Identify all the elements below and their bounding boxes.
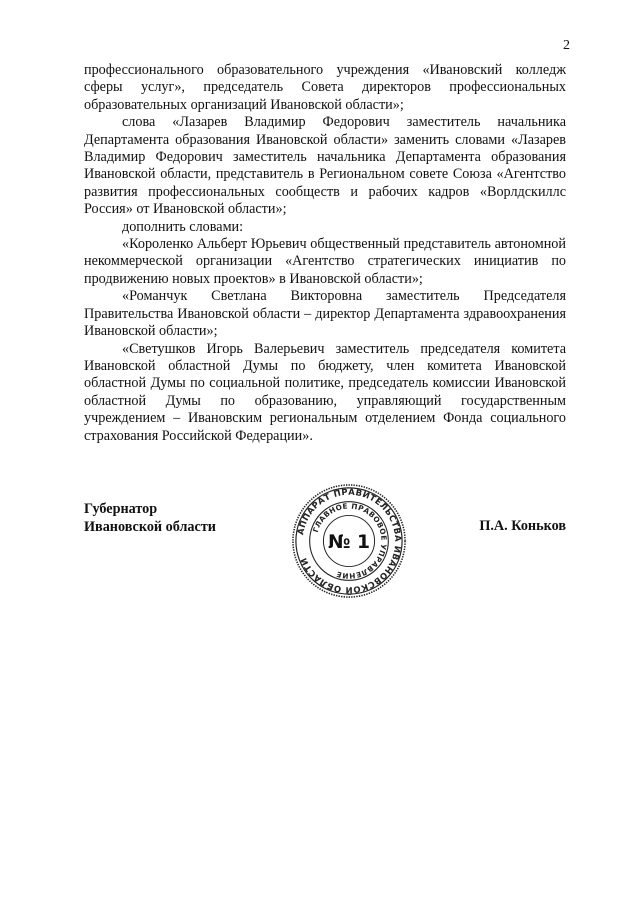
document-body bbox=[84, 62, 566, 445]
paragraph-svetushkov: «Светушков Игорь Валерьевич заместитель председателя комитета Ивановской областной Думы по бюджету, член комитета Ивановской областной Думы по социальной политике, председатель комиссии Ивановской областной Думы по образованию, управляющий государственным учреждением – Ивановским региональным отделением Фонда социального страхования Российской Федерации». bbox=[84, 340, 566, 444]
paragraph-romanchuk: «Романчук Светлана Викторовна заместитель Председателя Правительства Ивановской области – директор Департамента здравоохранения Ивановской области»; bbox=[84, 288, 566, 340]
paragraph-add-words: дополнить словами: bbox=[122, 218, 244, 235]
signatory-title-line2: Ивановской области bbox=[84, 519, 216, 535]
signatory-name: П.А. Коньков bbox=[479, 518, 566, 534]
seal-number: № 1 bbox=[328, 531, 370, 553]
paragraph-replace-lazarev: слова «Лазарев Владимир Федорович заместитель начальника Департамента образования Ивановской области» заменить словами «Лазарев Владимир Федорович заместитель начальника Департамента образования Ивановской области, представитель в Региональном совете Союза «Агентство развития профессиональных сообществ и рабочих кадров «Ворлдскиллс Россия» от Ивановской области»; bbox=[84, 114, 566, 218]
seal-inner-text: ГЛАВНОЕ ПРАВОВОЕ УПРАВЛЕНИЕ bbox=[310, 501, 389, 581]
paragraph-korolenko: «Короленко Альберт Юрьевич общественный представитель автономной некоммерческой организации «Агентство стратегических инициатив по продвижению новых проектов» в Ивановской области»; bbox=[84, 236, 566, 287]
signatory-title bbox=[84, 500, 216, 536]
page-number: 2 bbox=[563, 38, 570, 53]
seal-outer-text: АППАРАТ ПРАВИТЕЛЬСТВА ИВАНОВСКОЙ ОБЛАСТИ bbox=[295, 486, 404, 596]
official-seal-stamp bbox=[290, 482, 408, 600]
signature-block bbox=[84, 486, 566, 608]
signatory-title-line1: Губернатор bbox=[84, 501, 158, 517]
paragraph-continuation: профессионального образовательного учреждения «Ивановский колледж сферы услуг», председатель Совета директоров профессиональных образовательных организаций Ивановской области»; bbox=[84, 62, 566, 113]
